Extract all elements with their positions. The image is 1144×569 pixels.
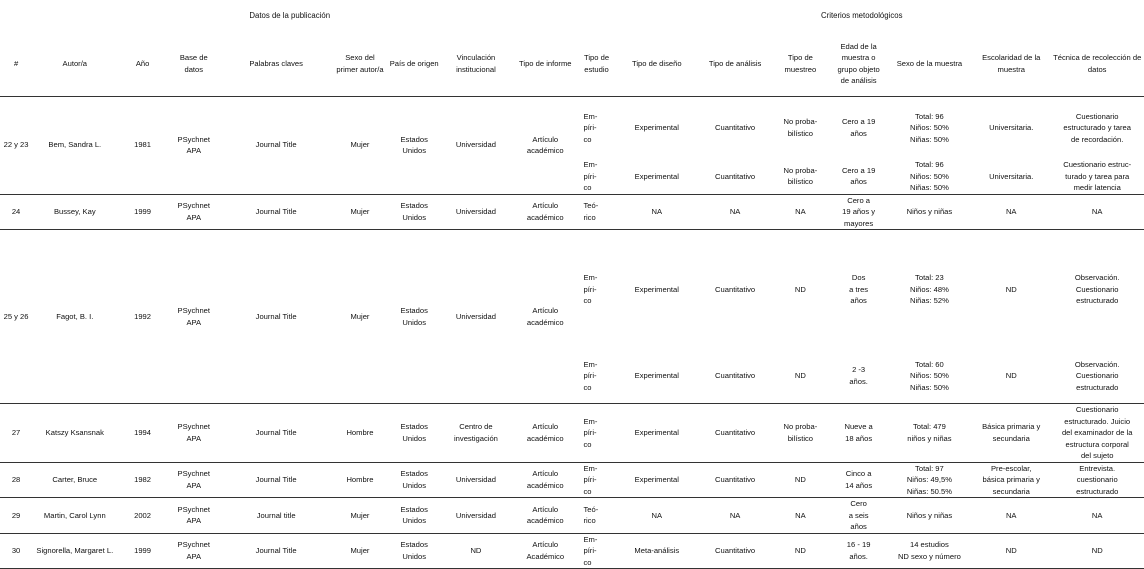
table-body <box>0 96 1144 569</box>
cell-tecnica: Cuestionario estructurado y tarea de recordación. <box>1063 111 1131 144</box>
header-tipo-muestreo: Tipo de muestreo <box>770 32 830 96</box>
cell-vinculacion: Centro de investigación <box>441 404 511 463</box>
cell-palabras: Journal title <box>220 498 332 534</box>
cell-escolaridad: NA <box>972 498 1050 534</box>
header-autor: Autor/a <box>32 32 117 96</box>
header-edad: Edad de la muestra o grupo objeto de análisis <box>831 32 887 96</box>
cell-escolaridad: Universitaria. <box>989 123 1034 132</box>
cell-palabras: Journal Title <box>220 533 332 569</box>
header-tipo-analisis: Tipo de análisis <box>700 32 770 96</box>
cell-edad: Cero a 19 años <box>841 117 876 138</box>
cell-informe: Artículo académico <box>511 230 579 404</box>
cell-num: 28 <box>0 462 32 498</box>
cell-sexo_muestra: Niños y niñas <box>887 498 972 534</box>
cell-diseno: Meta-análisis <box>614 533 700 569</box>
cell-muestreo: ND <box>770 349 830 404</box>
cell-tecnica: NA <box>1050 498 1144 534</box>
cell-num: 30 <box>0 533 32 569</box>
cell-base: PSychnet APA <box>168 462 220 498</box>
cell-analisis: NA <box>700 498 770 534</box>
cell-muestreo: No proba- bilístico <box>770 159 830 194</box>
cell-edad: Cero a seis años <box>831 498 887 534</box>
cell-diseno: Experimental <box>634 123 679 132</box>
cell-edad: Nueve a 18 años <box>831 404 887 463</box>
cell-vinculacion: Universidad <box>441 194 511 230</box>
cell-autor: Bem, Sandra L. <box>32 96 117 194</box>
cell-pais: Estados Unidos <box>388 194 441 230</box>
header-sexo-autor: Sexo del primer autor/a <box>332 32 387 96</box>
cell-num: 22 y 23 <box>0 96 32 194</box>
cell-tecnica: Observación. Cuestionario estructurado <box>1074 273 1120 305</box>
cell-vinculacion: Universidad <box>441 462 511 498</box>
cell-estudio: Em- píri- co <box>579 159 613 194</box>
cell-muestreo: NA <box>770 194 830 230</box>
cell-base: PSychnet APA <box>168 533 220 569</box>
cell-edad: Cinco a 14 años <box>831 462 887 498</box>
cell-informe: Artículo académico <box>511 498 579 534</box>
cell-palabras: Journal Title <box>220 462 332 498</box>
cell-edad: Dos a tres años <box>849 273 869 305</box>
cell-muestreo: ND <box>794 284 806 294</box>
header-palabras: Palabras claves <box>220 32 332 96</box>
header-base: Base de datos <box>168 32 220 96</box>
cell-diseno: Experimental <box>634 284 679 294</box>
cell-analisis: Cuantitativo <box>700 462 770 498</box>
cell-num: 24 <box>0 194 32 230</box>
cell-escolaridad: NA <box>972 194 1050 230</box>
cell-sexo_muestra: 14 estudios ND sexo y número <box>887 533 972 569</box>
table-row <box>0 96 1144 159</box>
group-header-criterios: Criterios metodológicos <box>821 11 903 21</box>
cell-pais: Estados Unidos <box>388 230 441 404</box>
cell-pais: Estados Unidos <box>388 96 441 194</box>
cell-base: PSychnet APA <box>168 404 220 463</box>
cell-base: PSychnet APA <box>168 194 220 230</box>
cell-estudio: Em- píri- co <box>583 273 598 305</box>
cell-edad: Cero a 19 años <box>831 159 887 194</box>
cell-base: PSychnet APA <box>168 498 220 534</box>
header-sexo-muestra: Sexo de la muestra <box>887 32 972 96</box>
cell-palabras: Journal Title <box>220 194 332 230</box>
cell-vinculacion: Universidad <box>441 498 511 534</box>
cell-autor: Signorella, Margaret L. <box>32 533 117 569</box>
cell-analisis: Cuantitativo <box>700 349 770 404</box>
cell-sexo_muestra: Total: 60 Niños: 50% Niñas: 50% <box>887 349 972 404</box>
header-vinculacion: Vinculación institucional <box>441 32 511 96</box>
cell-diseno: NA <box>614 194 700 230</box>
cell-sexo: Mujer <box>332 194 387 230</box>
cell-estudio: Em- píri- co <box>579 349 613 404</box>
cell-autor: Bussey, Kay <box>32 194 117 230</box>
cell-num: 29 <box>0 498 32 534</box>
cell-sexo_muestra: Total: 96 Niños: 50% Niñas: 50% <box>887 159 972 194</box>
cell-diseno: Experimental <box>614 462 700 498</box>
cell-informe: Artículo Académico <box>511 533 579 569</box>
cell-informe: Artículo académico <box>511 96 579 194</box>
cell-estudio: Em- píri- co <box>579 533 613 569</box>
cell-vinculacion: Universidad <box>441 230 511 404</box>
header-tipo-informe: Tipo de informe <box>511 32 579 96</box>
header-pais: País de origen <box>388 32 441 96</box>
cell-tecnica: NA <box>1050 194 1144 230</box>
group-header-publicacion: Datos de la publicación <box>249 11 331 21</box>
cell-muestreo: ND <box>770 533 830 569</box>
cell-escolaridad: Básica primaria y secundaria <box>972 404 1050 463</box>
cell-analisis: Cuantitativo <box>700 404 770 463</box>
cell-muestreo: No proba- bilístico <box>770 404 830 463</box>
cell-edad: Cero a 19 años y mayores <box>831 194 887 230</box>
cell-diseno: NA <box>614 498 700 534</box>
cell-anio: 1994 <box>117 404 167 463</box>
cell-analisis: Cuantitativo <box>715 123 756 132</box>
cell-estudio: Teó- rico <box>579 498 613 534</box>
cell-tecnica: Observación. Cuestionario estructurado <box>1050 349 1144 404</box>
table-row <box>0 462 1144 498</box>
cell-anio: 1992 <box>117 230 167 404</box>
cell-sexo_muestra: Total: 97 Niños: 49,5% Niñas: 50.5% <box>887 462 972 498</box>
cell-vinculacion: ND <box>441 533 511 569</box>
cell-estudio: Em- píri- co <box>583 111 598 144</box>
cell-escolaridad: ND <box>1005 284 1017 294</box>
cell-tecnica: Cuestionario estruc- turado y tarea para medir latencia <box>1050 159 1144 194</box>
cell-pais: Estados Unidos <box>388 533 441 569</box>
cell-base: PSychnet APA <box>168 96 220 194</box>
header-escolaridad: Escolaridad de la muestra <box>972 32 1050 96</box>
cell-pais: Estados Unidos <box>388 404 441 463</box>
cell-sexo_muestra: Total: 479 niños y niñas <box>887 404 972 463</box>
cell-analisis: Cuantitativo <box>715 284 756 294</box>
cell-num: 25 y 26 <box>0 230 32 404</box>
cell-estudio: Teó- rico <box>579 194 613 230</box>
cell-sexo: Mujer <box>332 230 387 404</box>
cell-vinculacion: Universidad <box>441 96 511 194</box>
header-tipo-estudio: Tipo de estudio <box>579 32 613 96</box>
cell-diseno: Experimental <box>614 349 700 404</box>
cell-sexo_muestra: Niños y niñas <box>887 194 972 230</box>
cell-informe: Artículo académico <box>511 404 579 463</box>
cell-estudio: Em- píri- co <box>579 404 613 463</box>
cell-palabras: Journal Title <box>220 404 332 463</box>
cell-diseno: Experimental <box>614 159 700 194</box>
header-tecnica: Técnica de recolección de datos <box>1050 32 1144 96</box>
cell-sexo: Hombre <box>332 462 387 498</box>
cell-estudio: Em- píri- co <box>579 462 613 498</box>
cell-anio: 1981 <box>117 96 167 194</box>
table-row <box>0 230 1144 349</box>
cell-edad: 16 - 19 años. <box>831 533 887 569</box>
cell-base: PSychnet APA <box>168 230 220 404</box>
cell-informe: Artículo académico <box>511 194 579 230</box>
cell-sexo: Mujer <box>332 533 387 569</box>
cell-analisis: Cuantitativo <box>700 533 770 569</box>
table-row <box>0 533 1144 569</box>
cell-sexo: Mujer <box>332 96 387 194</box>
cell-diseno: Experimental <box>614 404 700 463</box>
cell-autor: Martin, Carol Lynn <box>32 498 117 534</box>
cell-escolaridad: ND <box>972 349 1050 404</box>
header-tipo-diseno: Tipo de diseño <box>614 32 700 96</box>
cell-palabras: Journal Title <box>220 96 332 194</box>
cell-anio: 1999 <box>117 194 167 230</box>
cell-anio: 2002 <box>117 498 167 534</box>
cell-palabras: Journal Title <box>220 230 332 404</box>
cell-num: 27 <box>0 404 32 463</box>
cell-analisis: NA <box>700 194 770 230</box>
header-anio: Año <box>117 32 167 96</box>
cell-tecnica: Entrevista. cuestionario estructurado <box>1050 462 1144 498</box>
table-row <box>0 194 1144 230</box>
header-num: # <box>0 32 32 96</box>
cell-sexo: Mujer <box>332 498 387 534</box>
cell-tecnica: ND <box>1050 533 1144 569</box>
cell-pais: Estados Unidos <box>388 498 441 534</box>
cell-autor: Katszy Ksansnak <box>32 404 117 463</box>
cell-informe: Artículo académico <box>511 462 579 498</box>
cell-escolaridad: Pre-escolar, básica primaria y secundaria <box>972 462 1050 498</box>
cell-muestreo: No proba- bilístico <box>783 117 818 138</box>
cell-anio: 1982 <box>117 462 167 498</box>
cell-sexo: Hombre <box>332 404 387 463</box>
cell-escolaridad: Universitaria. <box>972 159 1050 194</box>
cell-edad: 2 -3 años. <box>831 349 887 404</box>
cell-muestreo: ND <box>770 462 830 498</box>
cell-anio: 1999 <box>117 533 167 569</box>
table-row <box>0 498 1144 534</box>
cell-autor: Fagot, B. I. <box>32 230 117 404</box>
cell-autor: Carter, Bruce <box>32 462 117 498</box>
cell-sexo_muestra: Total: 23 Niños: 48% Niñas: 52% <box>909 273 949 305</box>
cell-analisis: Cuantitativo <box>700 159 770 194</box>
cell-tecnica: Cuestionario estructurado. Juicio del examinador de la estructura corporal del sujeto <box>1050 404 1144 463</box>
cell-sexo_muestra: Total: 96 Niños: 50% Niñas: 50% <box>909 111 949 144</box>
table-row <box>0 404 1144 463</box>
cell-muestreo: NA <box>770 498 830 534</box>
cell-pais: Estados Unidos <box>388 462 441 498</box>
cell-escolaridad: ND <box>972 533 1050 569</box>
